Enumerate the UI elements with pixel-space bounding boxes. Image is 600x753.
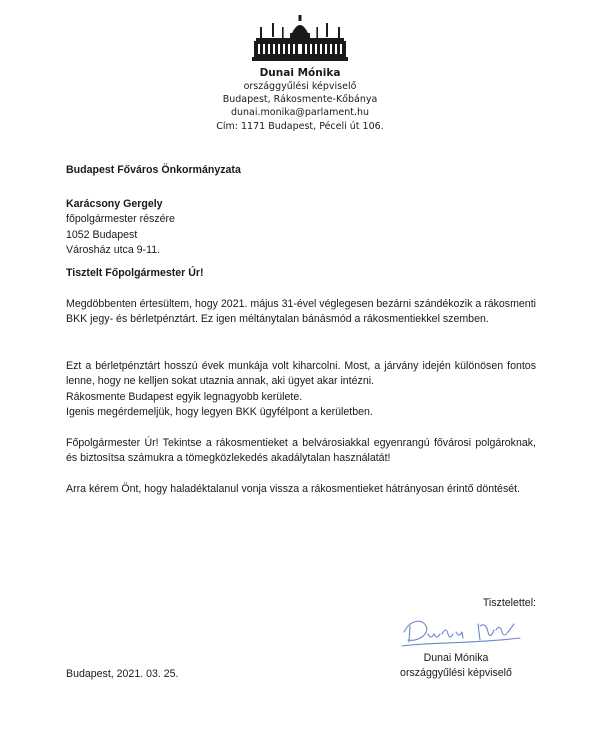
- signer-block: [376, 651, 536, 682]
- recipient-city: 1052 Budapest: [66, 228, 138, 241]
- paragraph-line: Arra kérem Önt, hogy haladéktalanul vonja vissza a rákosmentieket hátrányosan érintő döntését.: [66, 483, 521, 495]
- paragraph-line: Megdöbbenten értesültem, hogy 2021. május 31-ével véglegesen bezárni szándékozik a rákosmenti BKK jegy- és bérletpénztárt. Ez igen méltánytalan bánásmód a rákosmentiekkel szemben.: [66, 298, 536, 326]
- handwritten-signature: [400, 612, 530, 650]
- paragraph-2: [66, 359, 536, 420]
- letterhead-title: országgyűlési képviselő: [243, 81, 357, 92]
- paragraph-line: Ezt a bérletpénztárt hosszú évek munkája volt kiharcolni. Most, a járvány idején különösen fontos lenne, hogy ne kelljen sokat utaznia annak, aki ügyet akar intézni.: [66, 360, 536, 388]
- paragraph-line: Rákosmente Budapest egyik legnagyobb kerülete.: [66, 390, 303, 403]
- paragraph-line: Főpolgármester Úr! Tekintse a rákosmentieket a belvárosiakkal egyenrangú fővárosi polgároknak, és biztosítsa számukra a tömegközlekedés akadálytalan használatát!: [66, 437, 536, 465]
- recipient-block: [66, 197, 536, 258]
- paragraph-line: Igenis megérdemeljük, hogy legyen BKK ügyfélpont a kerületben.: [66, 405, 373, 418]
- parliament-building-icon: [252, 15, 348, 65]
- letter-date: Budapest, 2021. 03. 25.: [66, 668, 179, 680]
- closing: Tisztelettel:: [482, 597, 536, 609]
- letterhead-district: Budapest, Rákosmente-Kőbánya: [222, 94, 378, 106]
- paragraph-1: [66, 297, 536, 328]
- recipient-person: Karácsony Gergely: [66, 198, 163, 210]
- letterhead-address: Cím: 1171 Budapest, Péceli út 106.: [216, 120, 384, 132]
- recipient-role: főpolgármester részére: [66, 213, 175, 226]
- signer-title: országgyűlési képviselő: [400, 667, 512, 680]
- salutation: Tisztelt Főpolgármester Úr!: [66, 267, 204, 279]
- signer-name: Dunai Mónika: [423, 652, 489, 664]
- recipient-organization: Budapest Főváros Önkormányzata: [66, 164, 241, 176]
- letterhead-email: dunai.monika@parlament.hu: [230, 107, 370, 119]
- letterhead-name: Dunai Mónika: [259, 67, 341, 79]
- paragraph-4: [66, 482, 536, 497]
- paragraph-3: [66, 436, 536, 467]
- recipient-street: Városház utca 9-11.: [66, 243, 161, 256]
- letterhead: [0, 66, 600, 133]
